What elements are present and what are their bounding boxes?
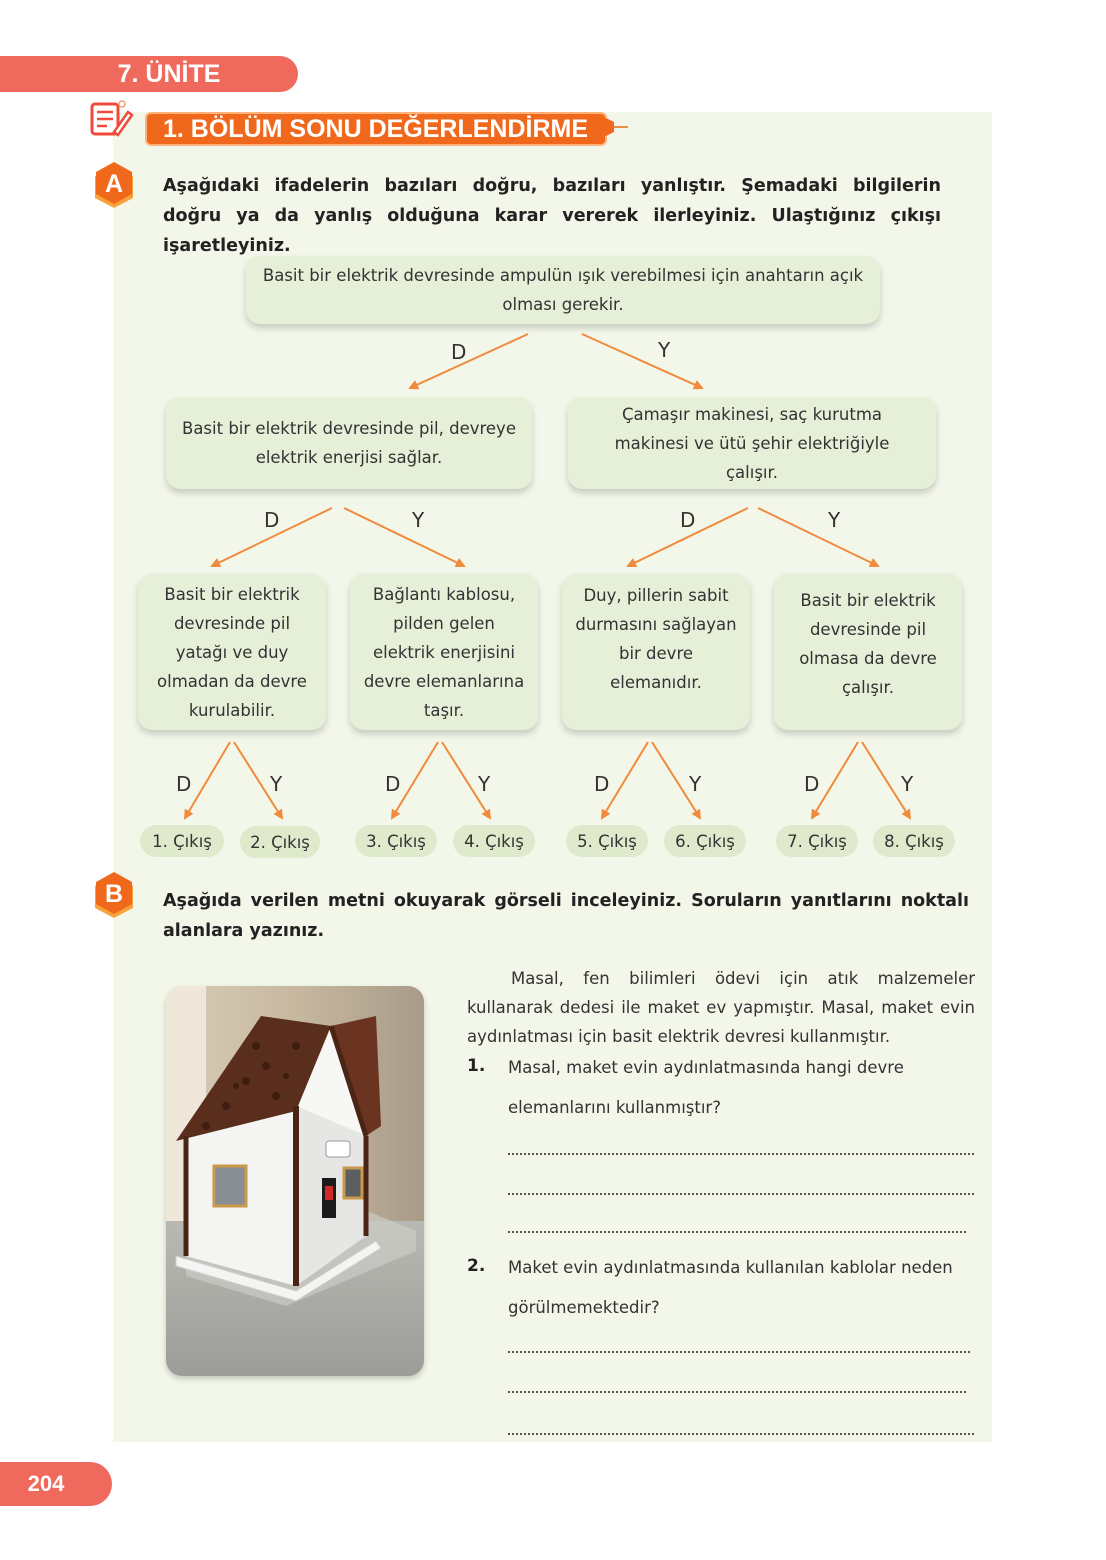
statement-l3-2: Bağlantı kablosu, pilden gelen elektrik enerjisini devre elemanlarına taşır. bbox=[350, 574, 538, 730]
exit-5[interactable]: 5. Çıkış bbox=[566, 825, 648, 857]
model-house-photo bbox=[166, 986, 424, 1376]
label-y: Y bbox=[412, 508, 425, 532]
answer-line[interactable] bbox=[508, 1350, 970, 1353]
arrow-r-y bbox=[758, 508, 878, 566]
question-2-number: 2. bbox=[467, 1256, 486, 1276]
label-d: D bbox=[680, 508, 696, 532]
statement-l2-2: Çamaşır makinesi, saç kurutma makinesi ve ütü şehir elektriğiyle çalışır. bbox=[568, 397, 936, 489]
answer-line[interactable] bbox=[508, 1192, 974, 1195]
label-d: D bbox=[451, 340, 467, 364]
answer-line[interactable] bbox=[508, 1230, 966, 1233]
label-y: Y bbox=[658, 338, 671, 362]
exit-4[interactable]: 4. Çıkış bbox=[453, 825, 535, 857]
label-y: Y bbox=[689, 772, 702, 796]
exit-2[interactable]: 2. Çıkış bbox=[240, 826, 320, 858]
question-2-text: Maket evin aydınlatmasında kullanılan kablolar neden görülmemektedir? bbox=[508, 1258, 953, 1317]
answer-line[interactable] bbox=[508, 1432, 974, 1435]
page-number: 204 bbox=[0, 1462, 112, 1506]
statement-l3-1: Basit bir elektrik devresinde pil yatağı ve duy olmadan da devre kurulabilir. bbox=[138, 574, 326, 730]
label-y: Y bbox=[901, 772, 914, 796]
exit-6[interactable]: 6. Çıkış bbox=[664, 825, 746, 857]
exit-8[interactable]: 8. Çıkış bbox=[873, 825, 955, 857]
arrow-root-y bbox=[582, 334, 702, 388]
question-1-text: Masal, maket evin aydınlatmasında hangi devre elemanlarını kullanmıştır? bbox=[508, 1058, 904, 1117]
answer-line[interactable] bbox=[508, 1152, 974, 1155]
arrow-1 bbox=[185, 742, 230, 818]
unit-tab: 7. ÜNİTE bbox=[0, 56, 298, 92]
part-b-badge bbox=[92, 872, 136, 920]
arrow-root-d bbox=[410, 334, 528, 388]
label-d: D bbox=[264, 508, 280, 532]
statement-l3-3: Duy, pillerin sabit durmasını sağlayan bir devre elemanıdır. bbox=[562, 574, 750, 730]
label-d: D bbox=[804, 772, 820, 796]
statement-l3-4: Basit bir elektrik devresinde pil olmasa da devre çalışır. bbox=[774, 574, 962, 730]
part-a-letter: A bbox=[104, 169, 124, 198]
part-b-letter: B bbox=[104, 879, 124, 908]
exit-7[interactable]: 7. Çıkış bbox=[776, 825, 858, 857]
part-a-instruction: Aşağıdaki ifadelerin bazıları doğru, bazıları yanlıştır. Şemadaki bilgilerin doğru ya da yanlış olduğuna karar vererek ilerleyiniz. Ulaştığınız çıkışı işaretleyiniz. bbox=[163, 176, 941, 256]
statement-l2-1: Basit bir elektrik devresinde pil, devreye elektrik enerjisi sağlar. bbox=[166, 397, 532, 489]
section-title: 1. BÖLÜM SONU DEĞERLENDİRME bbox=[145, 112, 607, 146]
question-1-number: 1. bbox=[467, 1056, 486, 1076]
answer-line[interactable] bbox=[508, 1390, 966, 1393]
label-y: Y bbox=[478, 772, 491, 796]
root-statement: Basit bir elektrik devresinde ampulün ışık verebilmesi için anahtarın açık olması gerekir. bbox=[246, 256, 880, 324]
story-paragraph: Masal, fen bilimleri ödevi için atık malzemeler kullanarak dedesi ile maket ev yapmıştır. Masal, maket evin aydınlatması için basit elektrik devresi kullanmıştır. bbox=[467, 969, 975, 1046]
label-y: Y bbox=[270, 772, 283, 796]
exit-1[interactable]: 1. Çıkış bbox=[140, 825, 224, 857]
label-d: D bbox=[176, 772, 192, 796]
label-d: D bbox=[385, 772, 401, 796]
label-d: D bbox=[594, 772, 610, 796]
arrow-l-y bbox=[344, 508, 464, 566]
label-y: Y bbox=[828, 508, 841, 532]
exit-3[interactable]: 3. Çıkış bbox=[355, 825, 437, 857]
model-house-image bbox=[166, 986, 424, 1376]
part-b-instruction: Aşağıda verilen metni okuyarak görseli inceleyiniz. Soruların yanıtlarını noktalı alanlara yazınız. bbox=[163, 891, 969, 941]
